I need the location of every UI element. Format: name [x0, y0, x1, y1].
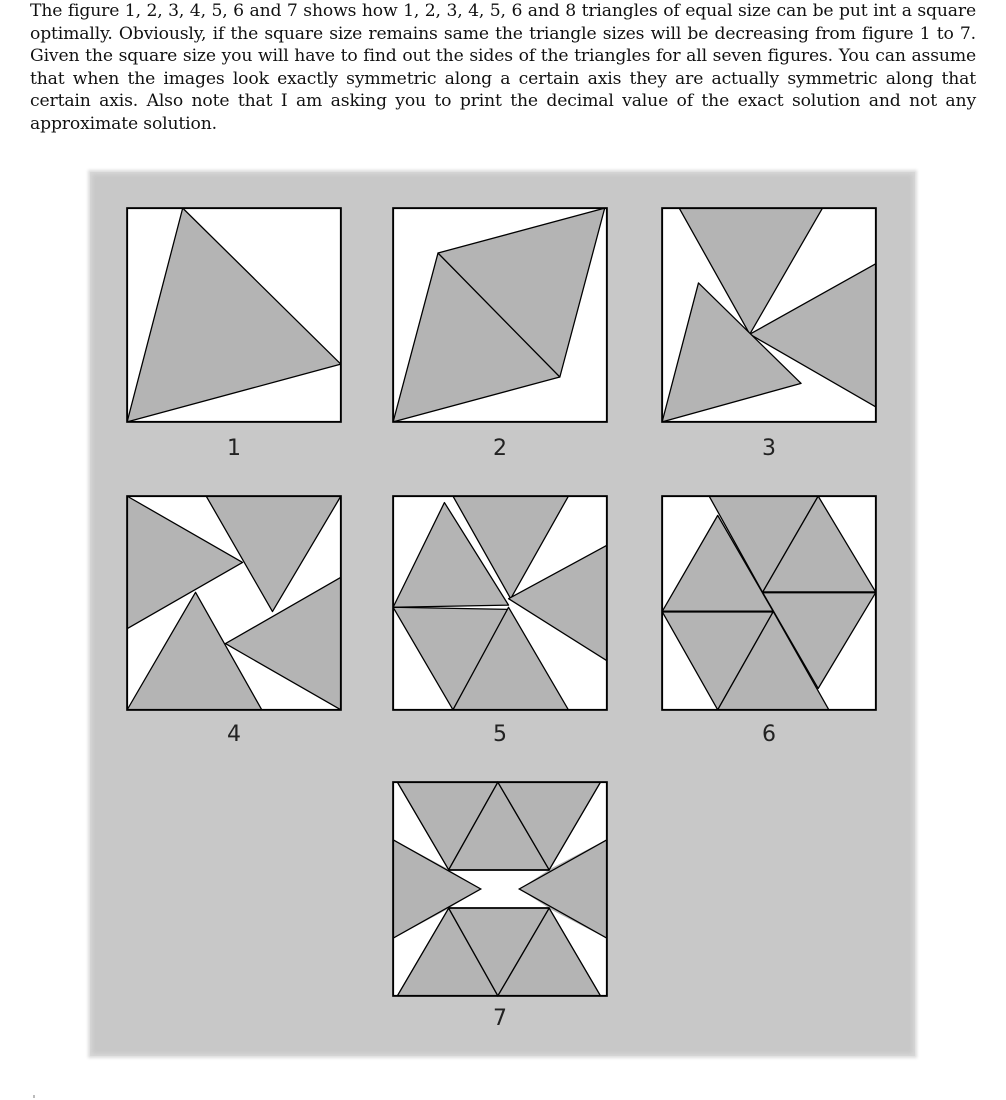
figure-label-2: 2 — [493, 436, 507, 461]
figure-label-5: 5 — [493, 722, 507, 747]
figure-6 — [660, 494, 878, 712]
figure-label-6: 6 — [762, 722, 776, 747]
figure-1 — [125, 206, 343, 424]
figure-label-1: 1 — [227, 436, 241, 461]
figure-label-7: 7 — [493, 1006, 507, 1031]
figure-label-4: 4 — [227, 722, 241, 747]
figure-7 — [391, 780, 609, 998]
figure-4 — [125, 494, 343, 712]
figure-5 — [391, 494, 609, 712]
figure-label-3: 3 — [762, 436, 776, 461]
stray-mark — [33, 1095, 35, 1098]
figure-3 — [660, 206, 878, 424]
question-text: The figure 1, 2, 3, 4, 5, 6 and 7 shows how 1, 2, 3, 4, 5, 6 and 8 triangles of equal size can be put int a square optimally. Obviously, if the square size remains same the triangle sizes will be decreasing from figure 1 to 7. Given the square size you will have to find out the sides of the triangles for all seven figures. You can assume that when the images look exactly symmetric along a certain axis they are actually symmetric along that certain axis. Also note that I am asking you to print the decimal value of the exact solution and not any approximate solution. — [30, 1, 976, 134]
figure-2 — [391, 206, 609, 424]
